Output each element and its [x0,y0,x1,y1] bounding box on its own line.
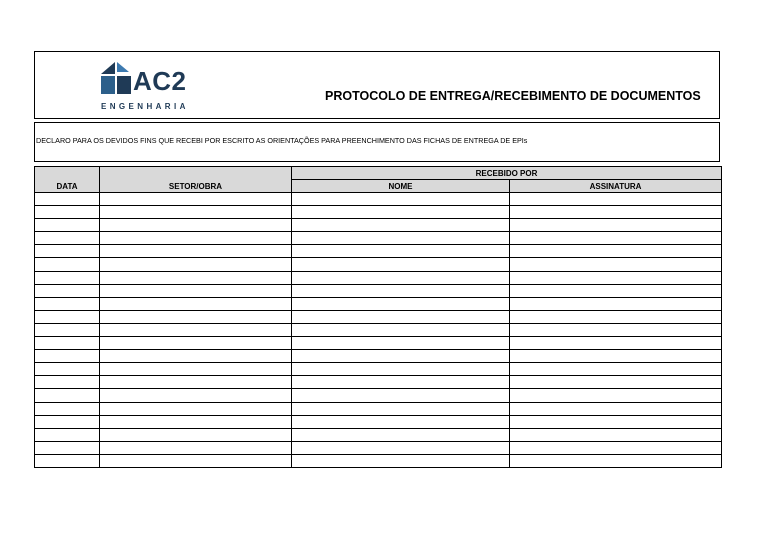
declaration-text: DECLARO PARA OS DEVIDOS FINS QUE RECEBI POR ESCRITO AS ORIENTAÇÕES PARA PREENCHIMENTO DAS FICHAS DE ENTREGA DE EPIs [36,136,528,145]
cell-nome[interactable] [292,428,510,441]
cell-nome[interactable] [292,389,510,402]
cell-data[interactable] [35,350,100,363]
logo-name: AC2 [133,66,187,96]
table-row [35,219,722,232]
cell-data[interactable] [35,258,100,271]
cell-data[interactable] [35,219,100,232]
table-row [35,402,722,415]
cell-setor-obra[interactable] [100,310,292,323]
table-row [35,284,722,297]
cell-assinatura[interactable] [510,415,722,428]
cell-setor-obra[interactable] [100,350,292,363]
table-row [35,310,722,323]
cell-setor-obra[interactable] [100,284,292,297]
table-row [35,245,722,258]
cell-data[interactable] [35,337,100,350]
cell-assinatura[interactable] [510,232,722,245]
cell-assinatura[interactable] [510,258,722,271]
cell-data[interactable] [35,245,100,258]
cell-assinatura[interactable] [510,297,722,310]
cell-assinatura[interactable] [510,323,722,336]
table-row [35,193,722,206]
cell-nome[interactable] [292,206,510,219]
group-header-recebido-por: RECEBIDO POR [292,167,722,180]
cell-nome[interactable] [292,402,510,415]
cell-setor-obra[interactable] [100,415,292,428]
cell-nome[interactable] [292,337,510,350]
cell-setor-obra[interactable] [100,245,292,258]
cell-setor-obra[interactable] [100,389,292,402]
cell-assinatura[interactable] [510,310,722,323]
table-row [35,297,722,310]
table-row [35,376,722,389]
cell-setor-obra[interactable] [100,402,292,415]
cell-nome[interactable] [292,415,510,428]
ac2-logo-icon [101,60,131,100]
cell-data[interactable] [35,415,100,428]
table-row [35,323,722,336]
cell-assinatura[interactable] [510,389,722,402]
cell-assinatura[interactable] [510,441,722,454]
column-header-nome: NOME [292,180,510,193]
cell-assinatura[interactable] [510,206,722,219]
cell-data[interactable] [35,323,100,336]
table-row [35,428,722,441]
page-title: PROTOCOLO DE ENTREGA/RECEBIMENTO DE DOCUMENTOS [325,89,701,103]
cell-assinatura[interactable] [510,193,722,206]
cell-assinatura[interactable] [510,337,722,350]
cell-setor-obra[interactable] [100,454,292,467]
column-header-setor-obra: SETOR/OBRA [100,167,292,193]
cell-data[interactable] [35,310,100,323]
cell-setor-obra[interactable] [100,271,292,284]
cell-nome[interactable] [292,232,510,245]
table-row [35,363,722,376]
table-row [35,206,722,219]
cell-data[interactable] [35,232,100,245]
column-header-data: DATA [35,167,100,193]
cell-setor-obra[interactable] [100,297,292,310]
cell-data[interactable] [35,376,100,389]
cell-data[interactable] [35,206,100,219]
cell-setor-obra[interactable] [100,428,292,441]
cell-nome[interactable] [292,350,510,363]
cell-nome[interactable] [292,271,510,284]
cell-data[interactable] [35,297,100,310]
cell-setor-obra[interactable] [100,219,292,232]
table-row [35,389,722,402]
declaration-box [34,122,720,162]
delivery-table [34,166,722,468]
cell-setor-obra[interactable] [100,323,292,336]
cell-setor-obra[interactable] [100,232,292,245]
cell-nome[interactable] [292,454,510,467]
table-body [35,193,722,468]
table-row [35,441,722,454]
cell-assinatura[interactable] [510,350,722,363]
column-header-assinatura: ASSINATURA [510,180,722,193]
cell-nome[interactable] [292,297,510,310]
cell-nome[interactable] [292,245,510,258]
cell-nome[interactable] [292,323,510,336]
table-row [35,337,722,350]
cell-nome[interactable] [292,310,510,323]
table-row [35,258,722,271]
cell-assinatura[interactable] [510,271,722,284]
cell-nome[interactable] [292,193,510,206]
cell-data[interactable] [35,428,100,441]
cell-data[interactable] [35,402,100,415]
table-row [35,415,722,428]
logo-subtitle: ENGENHARIA [101,102,189,111]
cell-nome[interactable] [292,258,510,271]
table-row [35,454,722,467]
table-row [35,271,722,284]
cell-data[interactable] [35,271,100,284]
cell-setor-obra[interactable] [100,206,292,219]
cell-data[interactable] [35,389,100,402]
cell-assinatura[interactable] [510,428,722,441]
cell-nome[interactable] [292,376,510,389]
cell-assinatura[interactable] [510,454,722,467]
cell-setor-obra[interactable] [100,441,292,454]
cell-assinatura[interactable] [510,363,722,376]
cell-data[interactable] [35,193,100,206]
cell-data[interactable] [35,363,100,376]
cell-setor-obra[interactable] [100,363,292,376]
cell-assinatura[interactable] [510,402,722,415]
cell-nome[interactable] [292,441,510,454]
cell-assinatura[interactable] [510,284,722,297]
cell-setor-obra[interactable] [100,337,292,350]
table-row [35,350,722,363]
cell-nome[interactable] [292,284,510,297]
cell-data[interactable] [35,454,100,467]
document-header [34,51,720,119]
cell-nome[interactable] [292,363,510,376]
cell-assinatura[interactable] [510,376,722,389]
cell-data[interactable] [35,441,100,454]
cell-setor-obra[interactable] [100,258,292,271]
cell-setor-obra[interactable] [100,193,292,206]
company-logo [101,60,211,112]
cell-nome[interactable] [292,219,510,232]
cell-setor-obra[interactable] [100,376,292,389]
cell-assinatura[interactable] [510,219,722,232]
table-row [35,232,722,245]
cell-data[interactable] [35,284,100,297]
cell-assinatura[interactable] [510,245,722,258]
